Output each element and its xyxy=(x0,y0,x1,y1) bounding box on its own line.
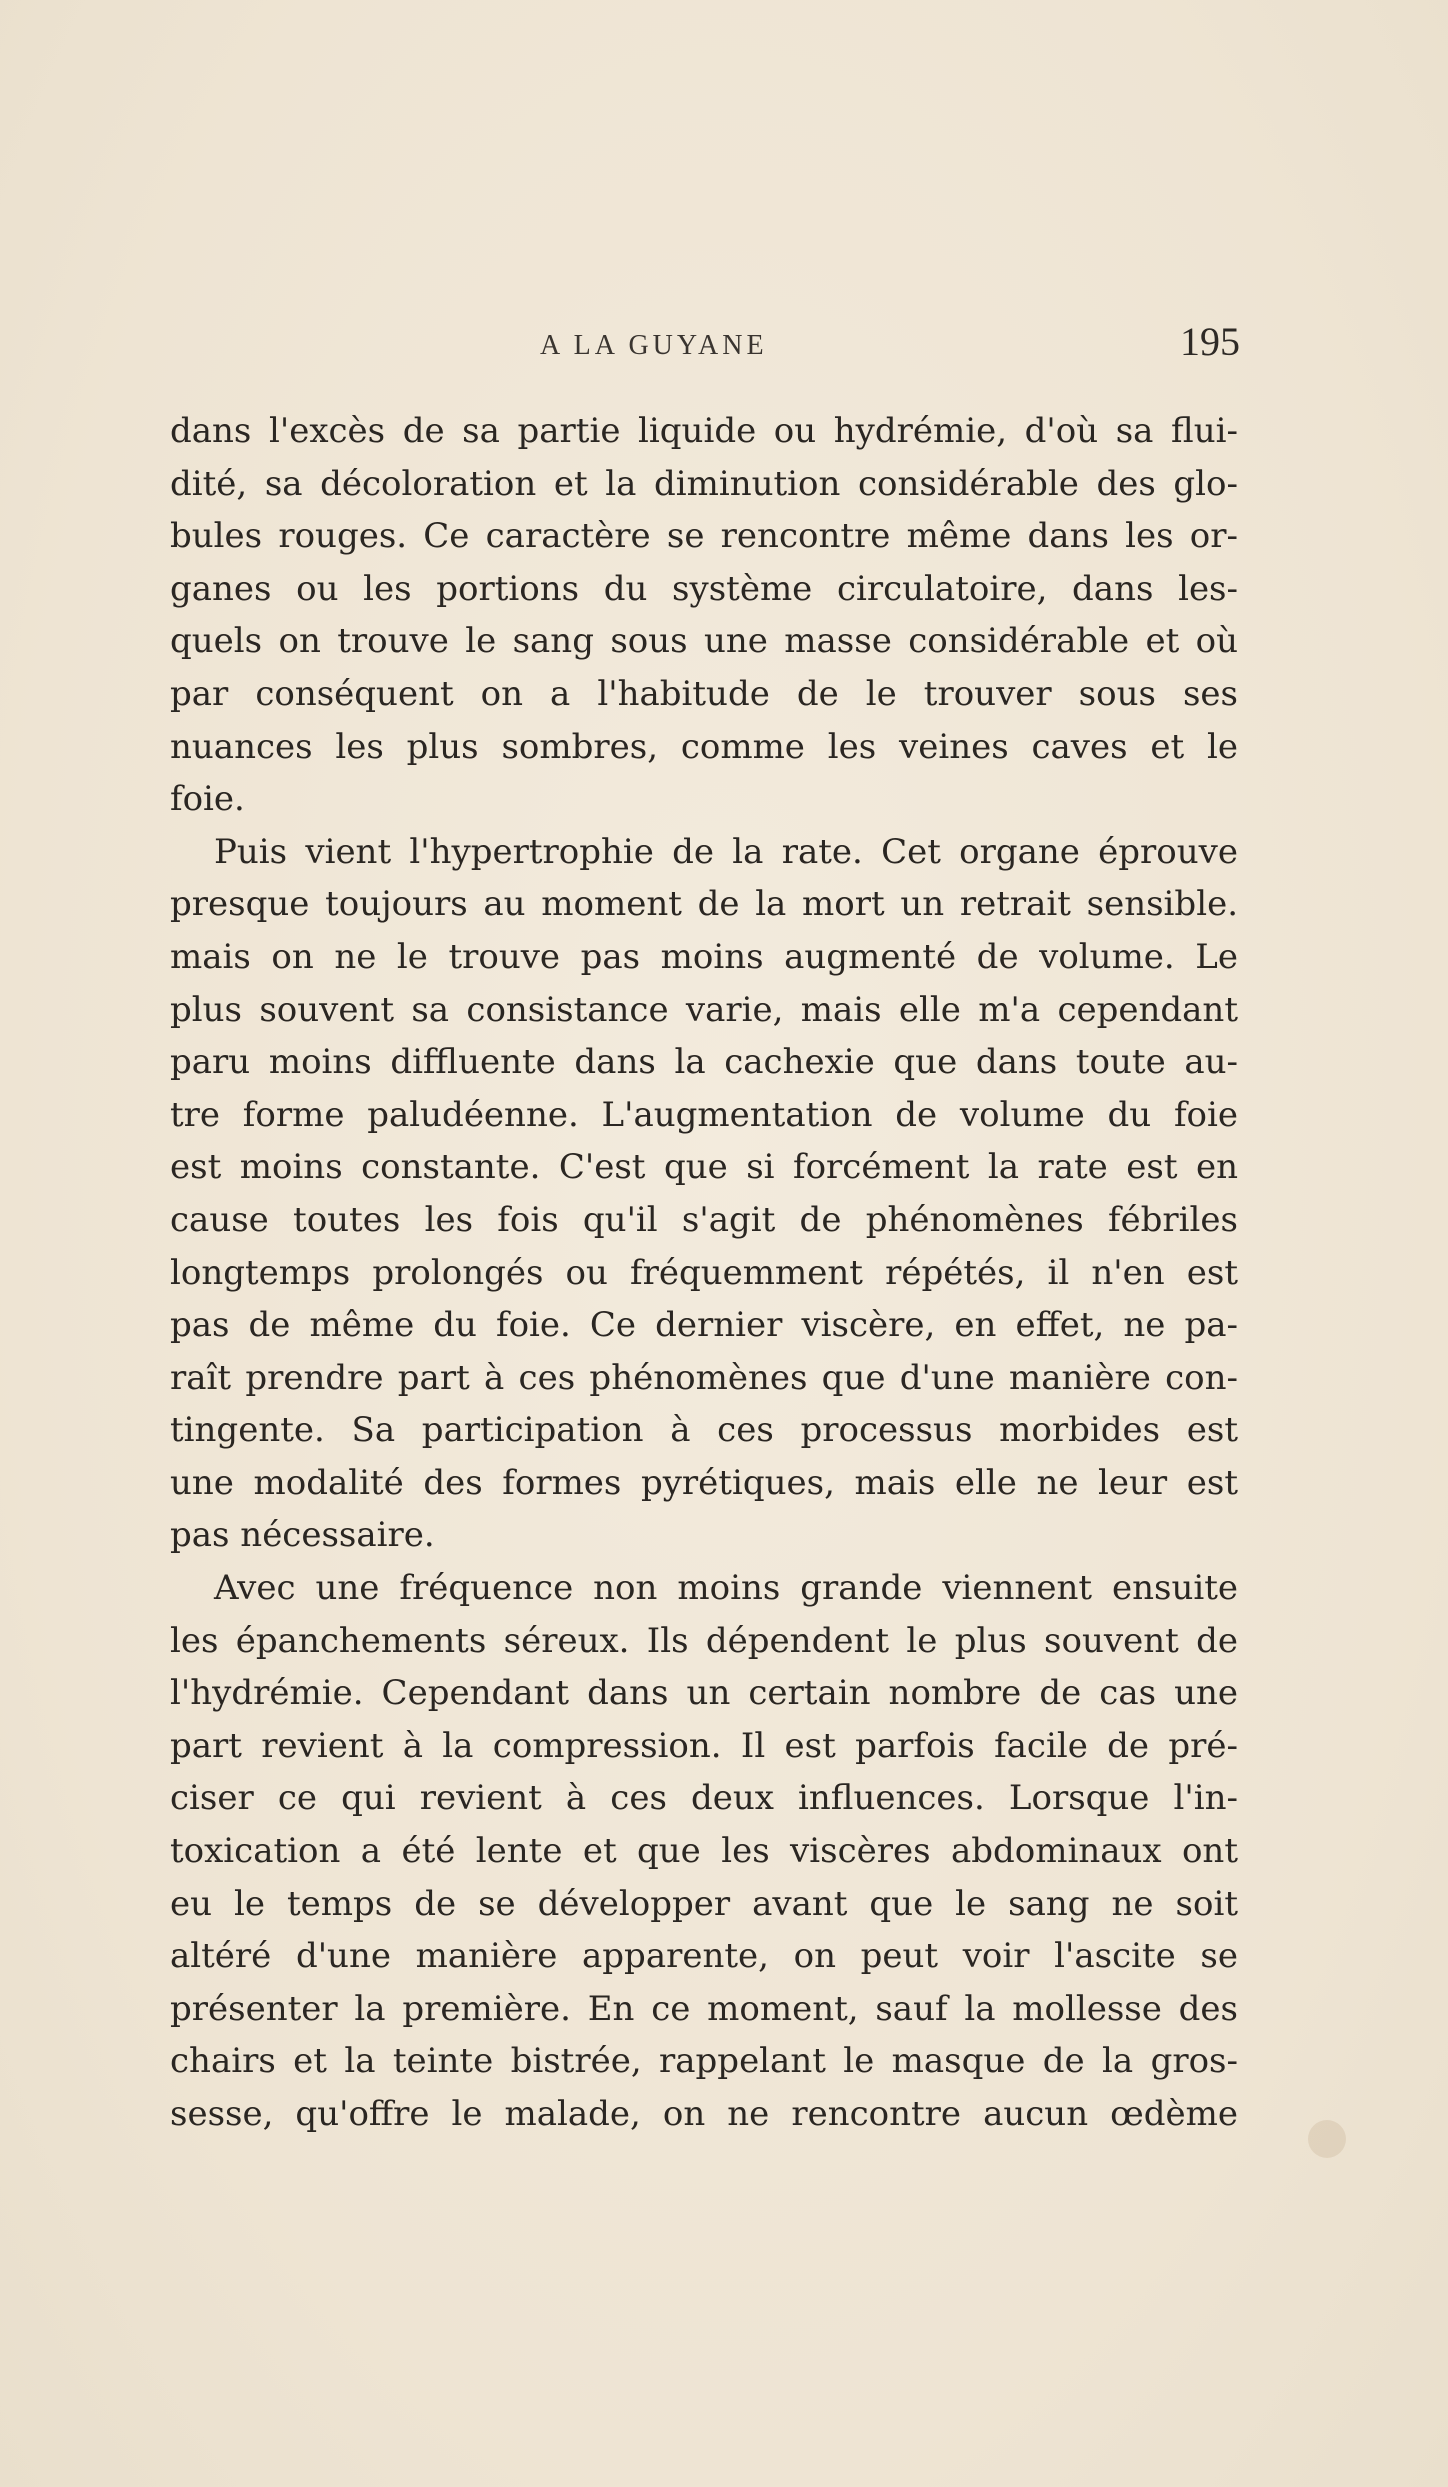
page-number: 195 xyxy=(1180,319,1240,364)
text-line: part revient à la compression. Il est parfois facile de pré- xyxy=(170,1725,1238,1766)
running-title: A LA GUYANE xyxy=(540,330,768,361)
text-line: l'hydrémie. Cependant dans un certain nombre de cas une xyxy=(170,1673,1238,1714)
text-line: présenter la première. En ce moment, sauf la mollesse des xyxy=(170,1988,1238,2029)
text-line: ciser ce qui revient à ces deux influences. Lorsque l'in- xyxy=(170,1778,1238,1819)
text-line: les épanchements séreux. Ils dépendent le plus souvent de xyxy=(170,1620,1238,1661)
text-line: chairs et la teinte bistrée, rappelant le masque de la gros- xyxy=(170,2041,1238,2082)
text-line: raît prendre part à ces phénomènes que d'une manière con- xyxy=(170,1357,1238,1398)
text-line: tingente. Sa participation à ces processus morbides est xyxy=(170,1410,1238,1451)
page-header xyxy=(172,318,1240,378)
text-line: altéré d'une manière apparente, on peut voir l'ascite se xyxy=(170,1936,1238,1977)
text-line: dans l'excès de sa partie liquide ou hydrémie, d'où sa flui- xyxy=(170,411,1238,451)
text-line: eu le temps de se développer avant que le sang ne soit xyxy=(170,1883,1238,1924)
text-line: tre forme paludéenne. L'augmentation de volume du foie xyxy=(170,1094,1238,1135)
body-text xyxy=(170,405,1238,2141)
text-line: pas nécessaire. xyxy=(170,1515,435,1556)
text-line: sesse, qu'offre le malade, on ne rencontre aucun œdème xyxy=(170,2094,1238,2134)
text-line: foie. xyxy=(170,779,245,820)
text-line: cause toutes les fois qu'il s'agit de phénomènes fébriles xyxy=(170,1199,1238,1240)
text-line: toxication a été lente et que les viscères abdominaux ont xyxy=(170,1831,1238,1872)
text-line: une modalité des formes pyrétiques, mais elle ne leur est xyxy=(170,1462,1238,1503)
text-line: nuances les plus sombres, comme les veines caves et le xyxy=(170,726,1238,767)
text-line: est moins constante. C'est que si forcément la rate est en xyxy=(170,1147,1238,1188)
text-line: ganes ou les portions du système circulatoire, dans les- xyxy=(170,568,1238,609)
text-line: pas de même du foie. Ce dernier viscère, en effet, ne pa- xyxy=(170,1305,1238,1346)
text-line: paru moins diffluente dans la cachexie que dans toute au- xyxy=(170,1042,1238,1083)
paper-stain xyxy=(1308,2120,1346,2158)
text-line: quels on trouve le sang sous une masse considérable et où xyxy=(170,621,1238,662)
text-line: Puis vient l'hypertrophie de la rate. Cet organe éprouve xyxy=(214,831,1238,872)
text-line: plus souvent sa consistance varie, mais elle m'a cependant xyxy=(170,989,1238,1030)
text-line: longtemps prolongés ou fréquemment répétés, il n'en est xyxy=(170,1252,1238,1293)
text-line: bules rouges. Ce caractère se rencontre même dans les or- xyxy=(170,516,1238,557)
text-line: par conséquent on a l'habitude de le trouver sous ses xyxy=(170,673,1238,714)
text-line: Avec une fréquence non moins grande viennent ensuite xyxy=(214,1568,1238,1609)
text-line: mais on ne le trouve pas moins augmenté de volume. Le xyxy=(170,936,1238,977)
text-line: presque toujours au moment de la mort un retrait sensible. xyxy=(170,884,1238,925)
text-line: dité, sa décoloration et la diminution considérable des glo- xyxy=(170,463,1238,504)
